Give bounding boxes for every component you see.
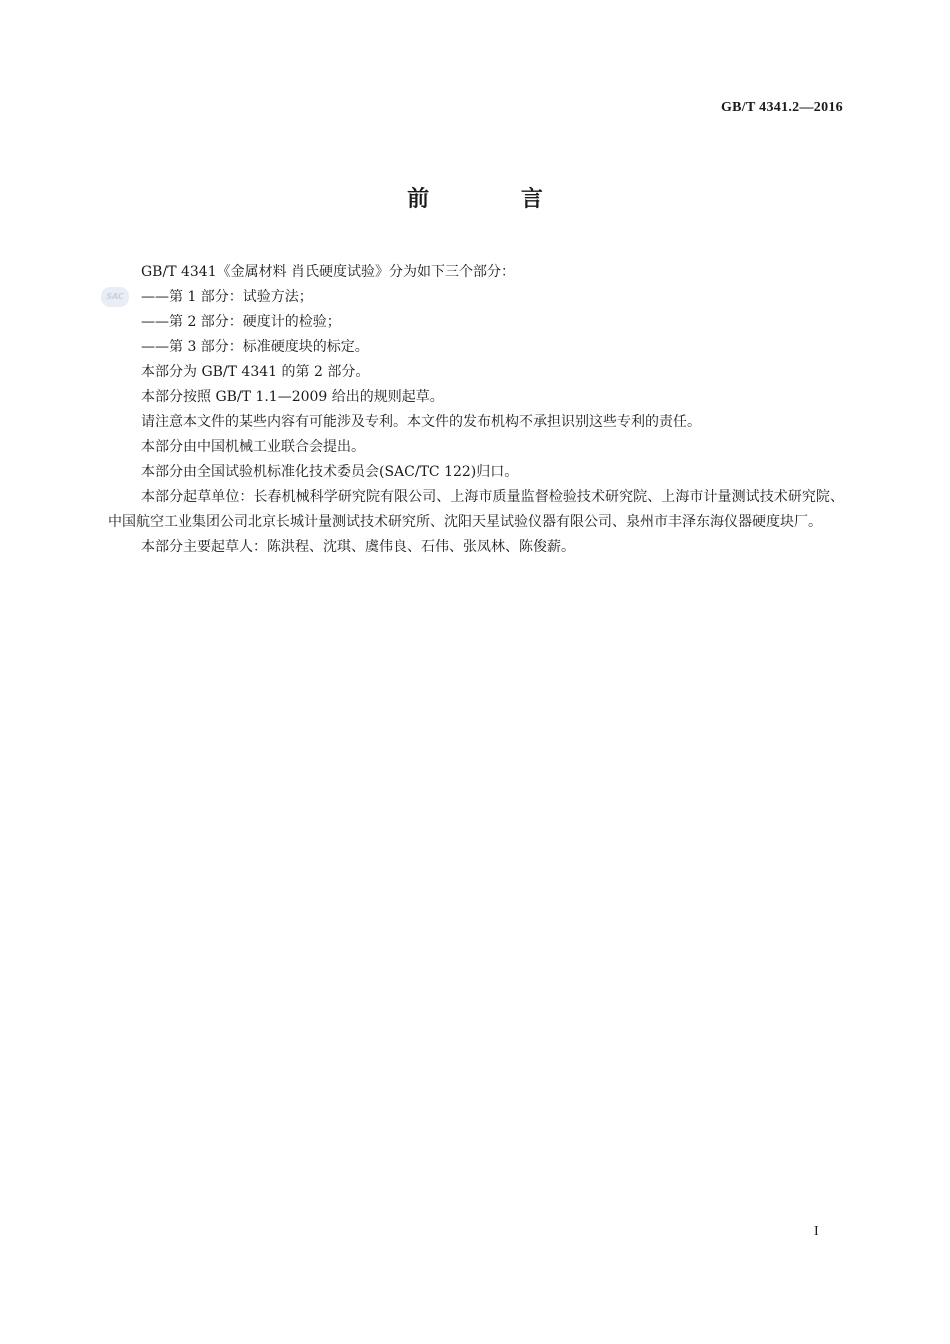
list-item-part1: ——第 1 部分：试验方法； <box>141 289 313 305</box>
paragraph-committee: 本部分由全国试验机标准化技术委员会(SAC/TC 122)归口。 <box>141 464 519 480</box>
standard-code: GB/T 4341.2—2016 <box>720 100 843 115</box>
page-title: 前 言 <box>407 187 585 212</box>
foreword-body <box>108 260 844 560</box>
paragraph-drafters: 本部分主要起草人：陈洪程、沈琪、虞伟良、石伟、张凤林、陈俊薪。 <box>141 539 575 555</box>
paragraph-intro: GB/T 4341《金属材料 肖氏硬度试验》分为如下三个部分： <box>141 264 516 280</box>
paragraph-drafting-rules: 本部分按照 GB/T 1.1—2009 给出的规则起草。 <box>141 389 444 405</box>
paragraph-drafting-units: 本部分起草单位：长春机械科学研究院有限公司、上海市质量监督检验技术研究院、上海市计量测试技术研究院、中国航空工业集团公司北京长城计量测试技术研究所、沈阳天星试验仪器有限公司、泉州市丰泽东海仪器硬度块厂。 <box>108 489 844 530</box>
paragraph-patent-notice: 请注意本文件的某些内容有可能涉及专利。本文件的发布机构不承担识别这些专利的责任。 <box>141 414 701 430</box>
list-item-part2: ——第 2 部分：硬度计的检验； <box>141 314 341 330</box>
sac-logo-text: SAC <box>106 292 124 301</box>
paragraph-proposer: 本部分由中国机械工业联合会提出。 <box>141 439 365 455</box>
page-number: I <box>814 1224 819 1239</box>
list-item-part3: ——第 3 部分：标准硬度块的标定。 <box>141 339 369 355</box>
paragraph-part-statement: 本部分为 GB/T 4341 的第 2 部分。 <box>141 364 370 380</box>
